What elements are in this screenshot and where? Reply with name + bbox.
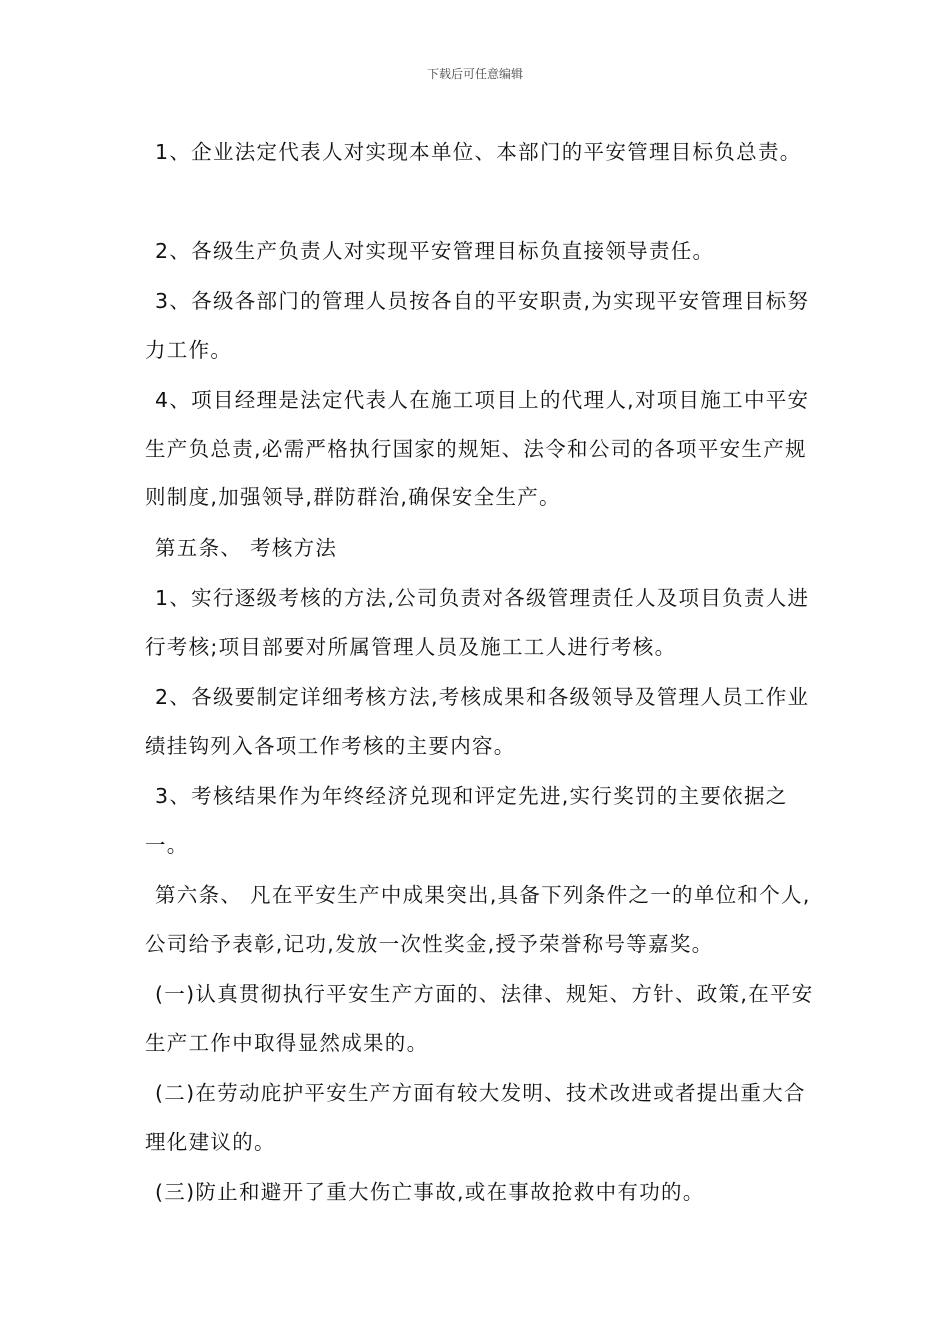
paragraph-10: (三)防止和避开了重大伤亡事故,或在事故抢救中有功的。 [155,1180,705,1204]
paragraph-gap [145,179,825,227]
paragraph-6: 2、各级要制定详细考核方法,考核成果和各级领导及管理人员工作业绩挂钩列入各项工作考核的主要内容。 [145,685,810,758]
paragraph-1: 1、企业法定代表人对实现本单位、本部门的平安管理目标负总责。 [155,140,802,164]
document-body [145,128,825,1219]
paragraph-5: 1、实行逐级考核的方法,公司负责对各级管理责任人及项目负责人进行考核;项目部要对所属管理人员及施工工人进行考核。 [145,586,810,659]
paragraph-3: 3、各级各部门的管理人员按各自的平安职责,为实现平安管理目标努力工作。 [145,289,810,362]
page-header: 下载后可任意编辑 [426,67,523,81]
paragraph-7: 3、考核结果作为年终经济兑现和评定先进,实行奖罚的主要依据之一。 [145,784,788,857]
paragraph-8: (一)认真贯彻执行平安生产方面的、法律、规矩、方针、政策,在平安生产工作中取得显然成果的。 [145,982,814,1055]
paragraph-4: 4、项目经理是法定代表人在施工项目上的代理人,对项目施工中平安生产负总责,必需严格执行国家的规矩、法令和公司的各项平安生产规则制度,加强领导,群防群治,确保安全生产。 [145,388,810,509]
paragraph-2: 2、各级生产负责人对实现平安管理目标负直接领导责任。 [155,238,715,263]
section-heading-article-6: 第六条、 凡在平安生产中成果突出,具备下列条件之一的单位和个人,公司给予表彰,记功,发放一次性奖金,授予荣誉称号等嘉奖。 [145,883,811,956]
section-heading-article-5: 第五条、 考核方法 [155,535,338,560]
paragraph-9: (二)在劳动庇护平安生产方面有较大发明、技术改进或者提出重大合理化建议的。 [145,1081,806,1154]
